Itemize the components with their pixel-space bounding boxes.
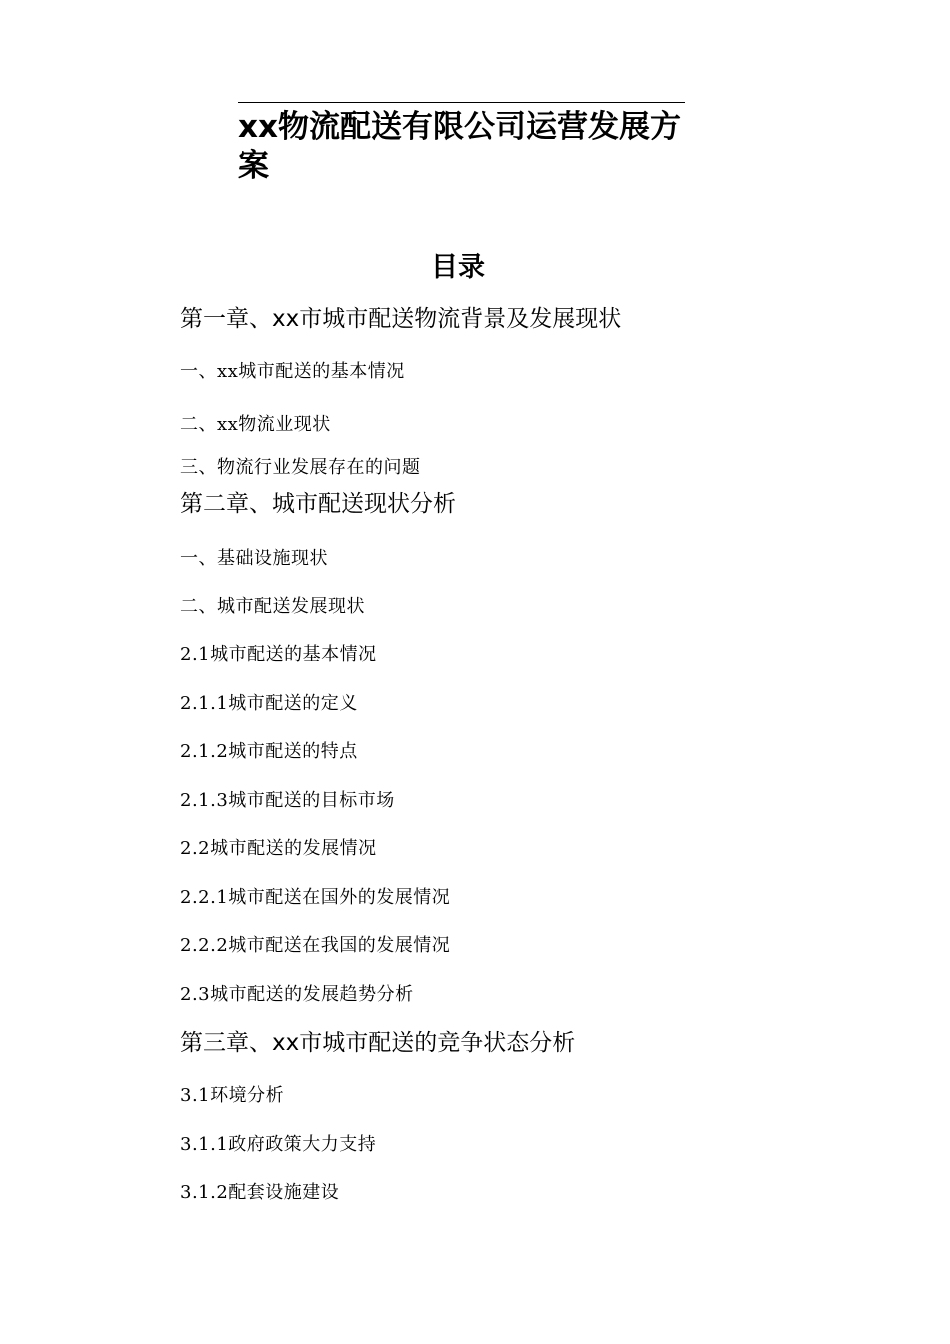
toc-entry[interactable]: 3.1.2配套设施建设 — [180, 1182, 340, 1203]
toc-entry[interactable]: 一、基础设施现状 — [180, 548, 328, 569]
toc-chapter-1[interactable]: 第一章、xx市城市配送物流背景及发展现状 — [180, 306, 622, 332]
toc-entry[interactable]: 2.3城市配送的发展趋势分析 — [180, 984, 414, 1005]
document-title: xx物流配送有限公司运营发展方案 — [238, 109, 681, 184]
toc-entry[interactable]: 2.2城市配送的发展情况 — [180, 838, 377, 859]
toc-entry[interactable]: 三、物流行业发展存在的问题 — [180, 457, 421, 478]
toc-entry[interactable]: 二、城市配送发展现状 — [180, 596, 365, 617]
toc-entry[interactable]: 一、xx城市配送的基本情况 — [180, 361, 405, 382]
toc-entry[interactable]: 3.1.1政府政策大力支持 — [180, 1134, 377, 1155]
toc-entry[interactable]: 2.1.1城市配送的定义 — [180, 693, 358, 714]
toc-chapter-3[interactable]: 第三章、xx市城市配送的竞争状态分析 — [180, 1030, 576, 1056]
toc-heading: 目录 — [431, 252, 485, 283]
title-top-rule — [238, 102, 685, 103]
toc-entry[interactable]: 2.1城市配送的基本情况 — [180, 644, 377, 665]
toc-entry[interactable]: 二、xx物流业现状 — [180, 414, 331, 435]
toc-entry[interactable]: 3.1环境分析 — [180, 1085, 285, 1106]
toc-entry[interactable]: 2.1.2城市配送的特点 — [180, 741, 358, 762]
toc-chapter-2[interactable]: 第二章、城市配送现状分析 — [180, 491, 456, 517]
toc-entry[interactable]: 2.2.1城市配送在国外的发展情况 — [180, 887, 451, 908]
toc-entry[interactable]: 2.2.2城市配送在我国的发展情况 — [180, 935, 451, 956]
toc-entry[interactable]: 2.1.3城市配送的目标市场 — [180, 790, 395, 811]
